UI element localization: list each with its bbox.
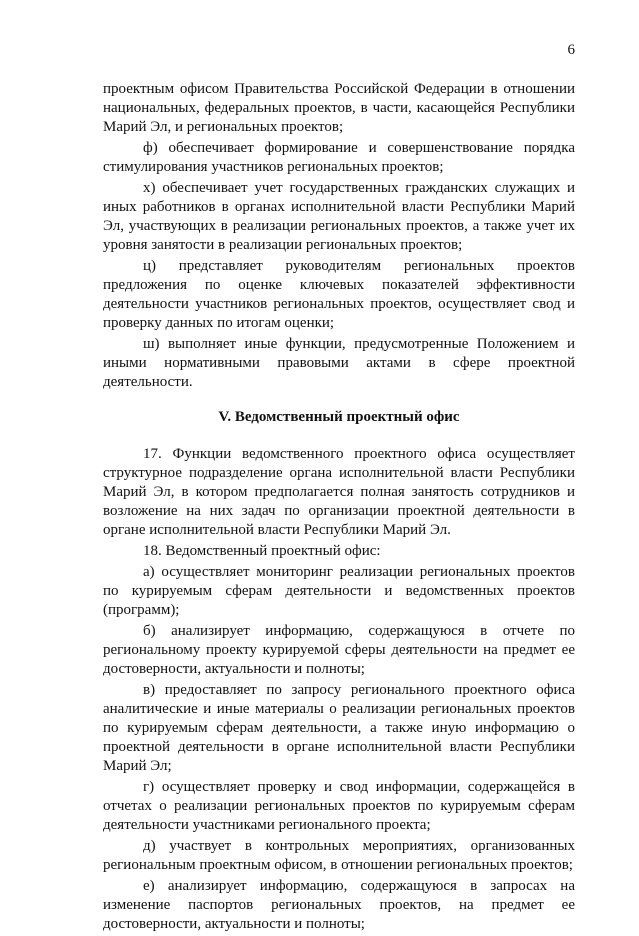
paragraph-item-e: е) анализирует информацию, содержащуюся в запросах на изменение паспортов региональных проектов, на предмет ее достоверности, актуальности и полноты;	[103, 878, 575, 932]
paragraph-clause-17: 17. Функции ведомственного проектного офиса осуществляет структурное подразделение органа исполнительной власти Республики Марий Эл, в котором предполагается полная занятость сотрудников и возложение на них задач по организации проектной деятельности в органе исполнительной власти Республики Марий Эл.	[103, 446, 575, 538]
paragraph-item-sh: ш) выполняет иные функции, предусмотренные Положением и иными нормативными правовыми актами в сфере проектной деятельности.	[103, 336, 575, 390]
document-body	[103, 80, 575, 936]
page-number: 6	[567, 42, 575, 58]
paragraph-continuation: проектным офисом Правительства Российской Федерации в отношении национальных, федеральных проектов, в части, касающейся Республики Марий Эл, и региональных проектов;	[103, 81, 575, 135]
paragraph-item-a: а) осуществляет мониторинг реализации региональных проектов по курируемым сферам деятельности и ведомственных проектов (программ);	[103, 564, 575, 618]
paragraph-item-kh: х) обеспечивает учет государственных гражданских служащих и иных работников в органах исполнительной власти Республики Марий Эл, участвующих в реализации региональных проектов, а также учет их уровня занятости в реализации региональных проектов;	[103, 180, 575, 253]
paragraph-item-ts: ц) представляет руководителям региональных проектов предложения по оценке ключевых показателей эффективности деятельности участников региональных проектов, осуществляет свод и проверку данных по итогам оценки;	[103, 258, 575, 331]
paragraph-item-d: д) участвует в контрольных мероприятиях, организованных региональным проектным офисом, в отношении региональных проектов;	[103, 838, 575, 873]
paragraph-item-g: г) осуществляет проверку и свод информации, содержащейся в отчетах о реализации региональных проектов по курируемым сферам деятельности участниками регионального проекта;	[103, 779, 575, 833]
section-heading: V. Ведомственный проектный офис	[218, 409, 460, 425]
paragraph-item-b: б) анализирует информацию, содержащуюся в отчете по региональному проекту курируемой сферы деятельности на предмет ее достоверности, актуальности и полноты;	[103, 623, 575, 677]
paragraph-clause-18: 18. Ведомственный проектный офис:	[143, 543, 381, 559]
paragraph-item-v: в) предоставляет по запросу регионального проектного офиса аналитические и иные материалы о реализации региональных проектов по курируемым сферам деятельности, а также иную информацию о проектной деятельности в органе исполнительной власти Республики Марий Эл;	[103, 682, 575, 774]
paragraph-item-f: ф) обеспечивает формирование и совершенствование порядка стимулирования участников региональных проектов;	[103, 140, 575, 175]
